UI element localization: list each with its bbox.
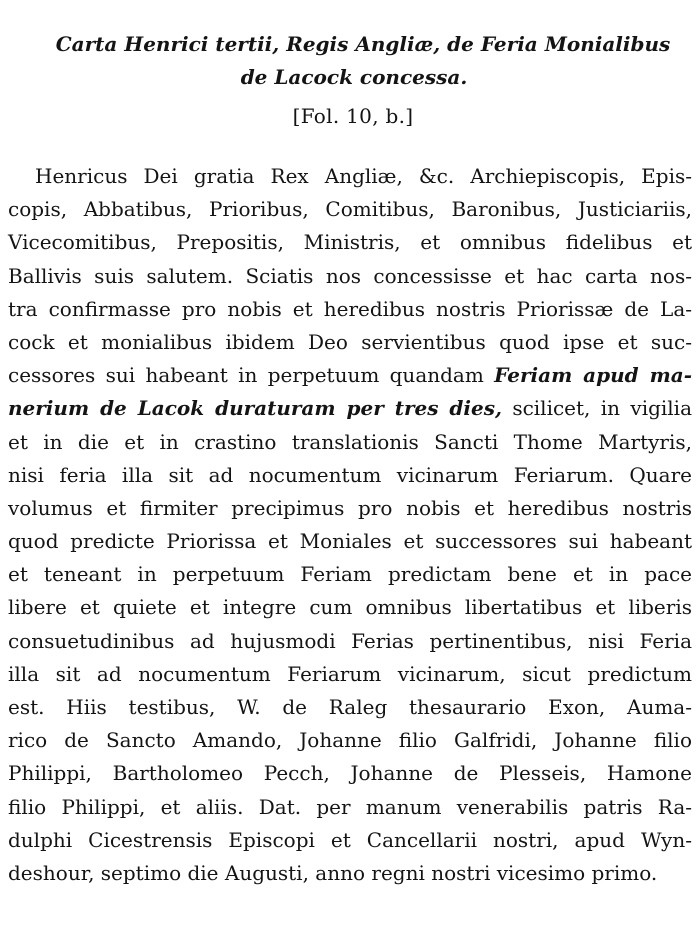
text-line [8,658,692,691]
text-line [8,226,692,259]
line-text: Ballivis suis salutem. Sciatis nos concessisse et hac carta nos- [8,263,692,288]
line-text: deshour, septimo die Augusti, anno regni nostri vicesimo primo. [8,860,658,885]
text-line [8,492,692,525]
line-text: quod predicte Priorissa et Moniales et successores sui habeant [8,529,692,554]
line-text: illa sit ad nocumentum Feriarum vicinarum, sicut predictum [8,661,692,686]
text-line [8,791,692,824]
text-line [8,625,692,658]
charter-body [8,160,692,890]
charter-subtitle: de Lacock concessa. [240,65,468,89]
line-text: consuetudinibus ad hujusmodi Ferias pertinentibus, nisi Feria [8,628,692,653]
folio-reference: [Fol. 10, b.] [292,104,414,128]
text-line [8,525,692,558]
line-text: Henricus Dei gratia Rex Angliæ, &c. Archiepiscopis, Epis- [35,164,692,188]
text-line [8,392,692,425]
text-line [8,326,692,359]
line-text: scilicet, in vigilia [501,396,693,421]
line-text: volumus et firmiter precipimus pro nobis et heredibus nostris [8,495,692,520]
text-line [8,724,692,757]
emphasized-text: Feriam apud ma- [494,363,693,388]
text-line [8,293,692,326]
line-text: Philippi, Bartholomeo Pecch, Johanne de Plesseis, Hamone [8,761,692,786]
line-text: et in die et in crastino translationis Sancti Thome Martyris, [8,429,692,454]
line-text: est. Hiis testibus, W. de Raleg thesaurario Exon, Auma- [8,695,692,719]
line-text: rico de Sancto Amando, Johanne filio Galfridi, Johanne filio [8,728,692,753]
text-line [8,857,692,890]
emphasized-text: nerium de Lacok duraturam per tres dies, [8,396,502,421]
line-text: cock et monialibus ibidem Deo servientibus quod ipse et suc- [8,329,692,354]
text-line [8,824,692,857]
line-text: dulphi Cicestrensis Episcopi et Cancellarii nostri, apud Wyn- [8,827,692,852]
charter-title: Carta Henrici tertii, Regis Angliæ, de Feria Monialibus [55,32,671,56]
line-text: tra confirmasse pro nobis et heredibus nostris Priorissæ de La- [8,296,692,321]
text-line [8,359,692,392]
text-line [8,426,692,459]
line-text: copis, Abbatibus, Prioribus, Comitibus, Baronibus, Justiciariis, [8,197,692,222]
text-line [8,459,692,492]
text-line [8,193,692,226]
text-line [8,591,692,624]
line-text: cessores sui habeant in perpetuum quandam [8,363,495,388]
text-line [8,558,692,591]
text-line [8,691,692,724]
text-line [8,260,692,293]
text-line [8,160,692,193]
text-line [8,757,692,790]
line-text: nisi feria illa sit ad nocumentum vicinarum Feriarum. Quare [8,462,692,487]
line-text: Vicecomitibus, Prepositis, Ministris, et omnibus fidelibus et [8,230,692,255]
line-text: libere et quiete et integre cum omnibus libertatibus et liberis [8,595,692,620]
line-text: et teneant in perpetuum Feriam predictam bene et in pace [8,562,692,587]
line-text: filio Philippi, et aliis. Dat. per manum venerabilis patris Ra- [8,794,692,819]
